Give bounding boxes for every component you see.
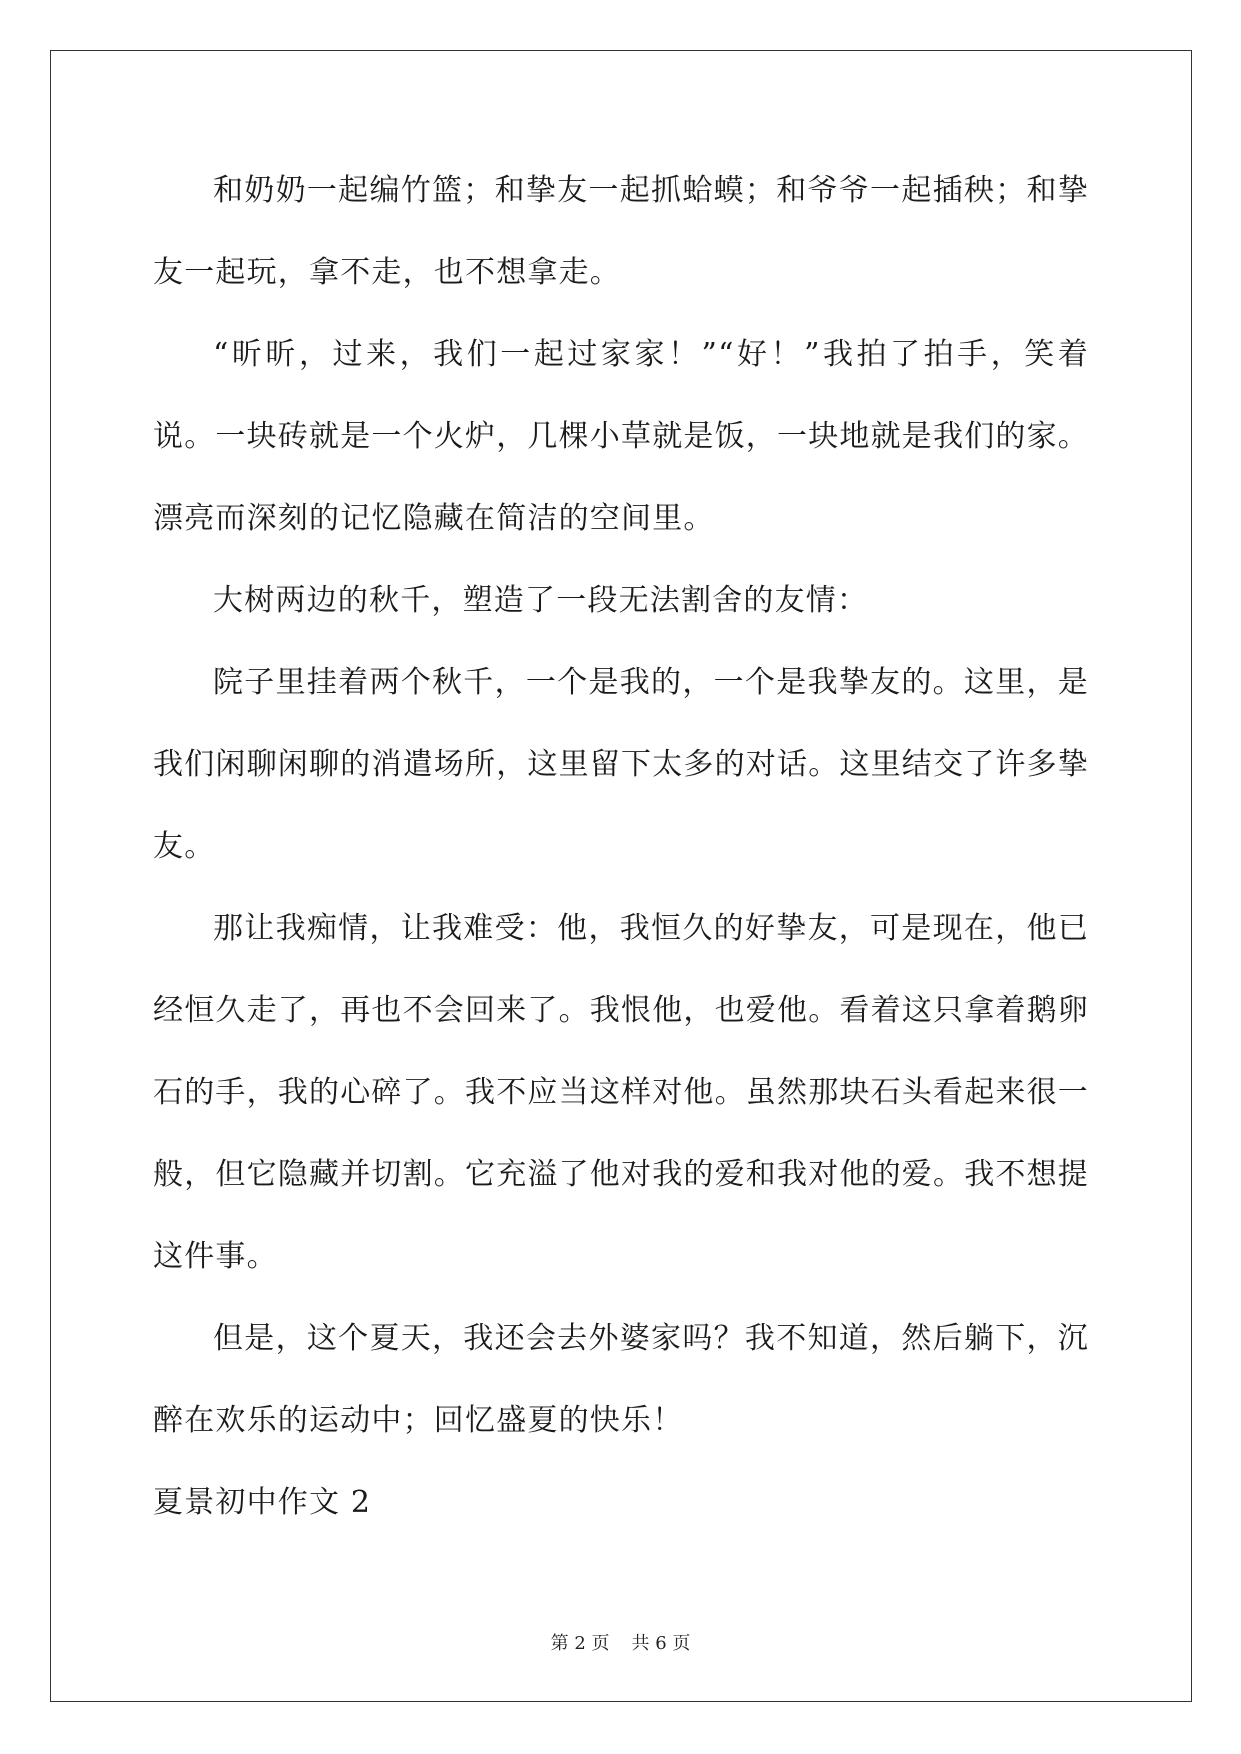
paragraph-6: 但是，这个夏天，我还会去外婆家吗？我不知道，然后躺下，沉醉在欢乐的运动中；回忆盛夏的快乐！: [153, 1321, 1089, 1438]
paragraph-2: “昕昕，过来，我们一起过家家！”“好！”我拍了拍手，笑着说。一块砖就是一个火炉，几棵小草就是饭，一块地就是我们的家。漂亮而深刻的记忆隐藏在简洁的空间里。: [153, 337, 1089, 536]
page-footer: [0, 1629, 1241, 1655]
paragraph-3: 大树两边的秋千，塑造了一段无法割舍的友情：: [213, 583, 869, 618]
paragraph-4: 院子里挂着两个秋千，一个是我的，一个是我挚友的。这里，是我们闲聊闲聊的消遣场所，这里留下太多的对话。这里结交了许多挚友。: [153, 665, 1089, 864]
page-number: 第 2 页: [550, 1633, 610, 1654]
paragraph-1: 和奶奶一起编竹篮；和挚友一起抓蛤蟆；和爷爷一起插秧；和挚友一起玩，拿不走，也不想拿走。: [153, 173, 1089, 290]
page-total: 共 6 页: [631, 1633, 691, 1654]
document-body: [153, 150, 1089, 1544]
section-heading: 夏景初中作文 2: [153, 1485, 372, 1520]
paragraph-5: 那让我痴情，让我难受：他，我恒久的好挚友，可是现在，他已经恒久走了，再也不会回来了。我恨他，也爱他。看着这只拿着鹅卵石的手，我的心碎了。我不应当这样对他。虽然那块石头看起来很一般，但它隐藏并切割。它充溢了他对我的爱和我对他的爱。我不想提这件事。: [153, 911, 1089, 1274]
